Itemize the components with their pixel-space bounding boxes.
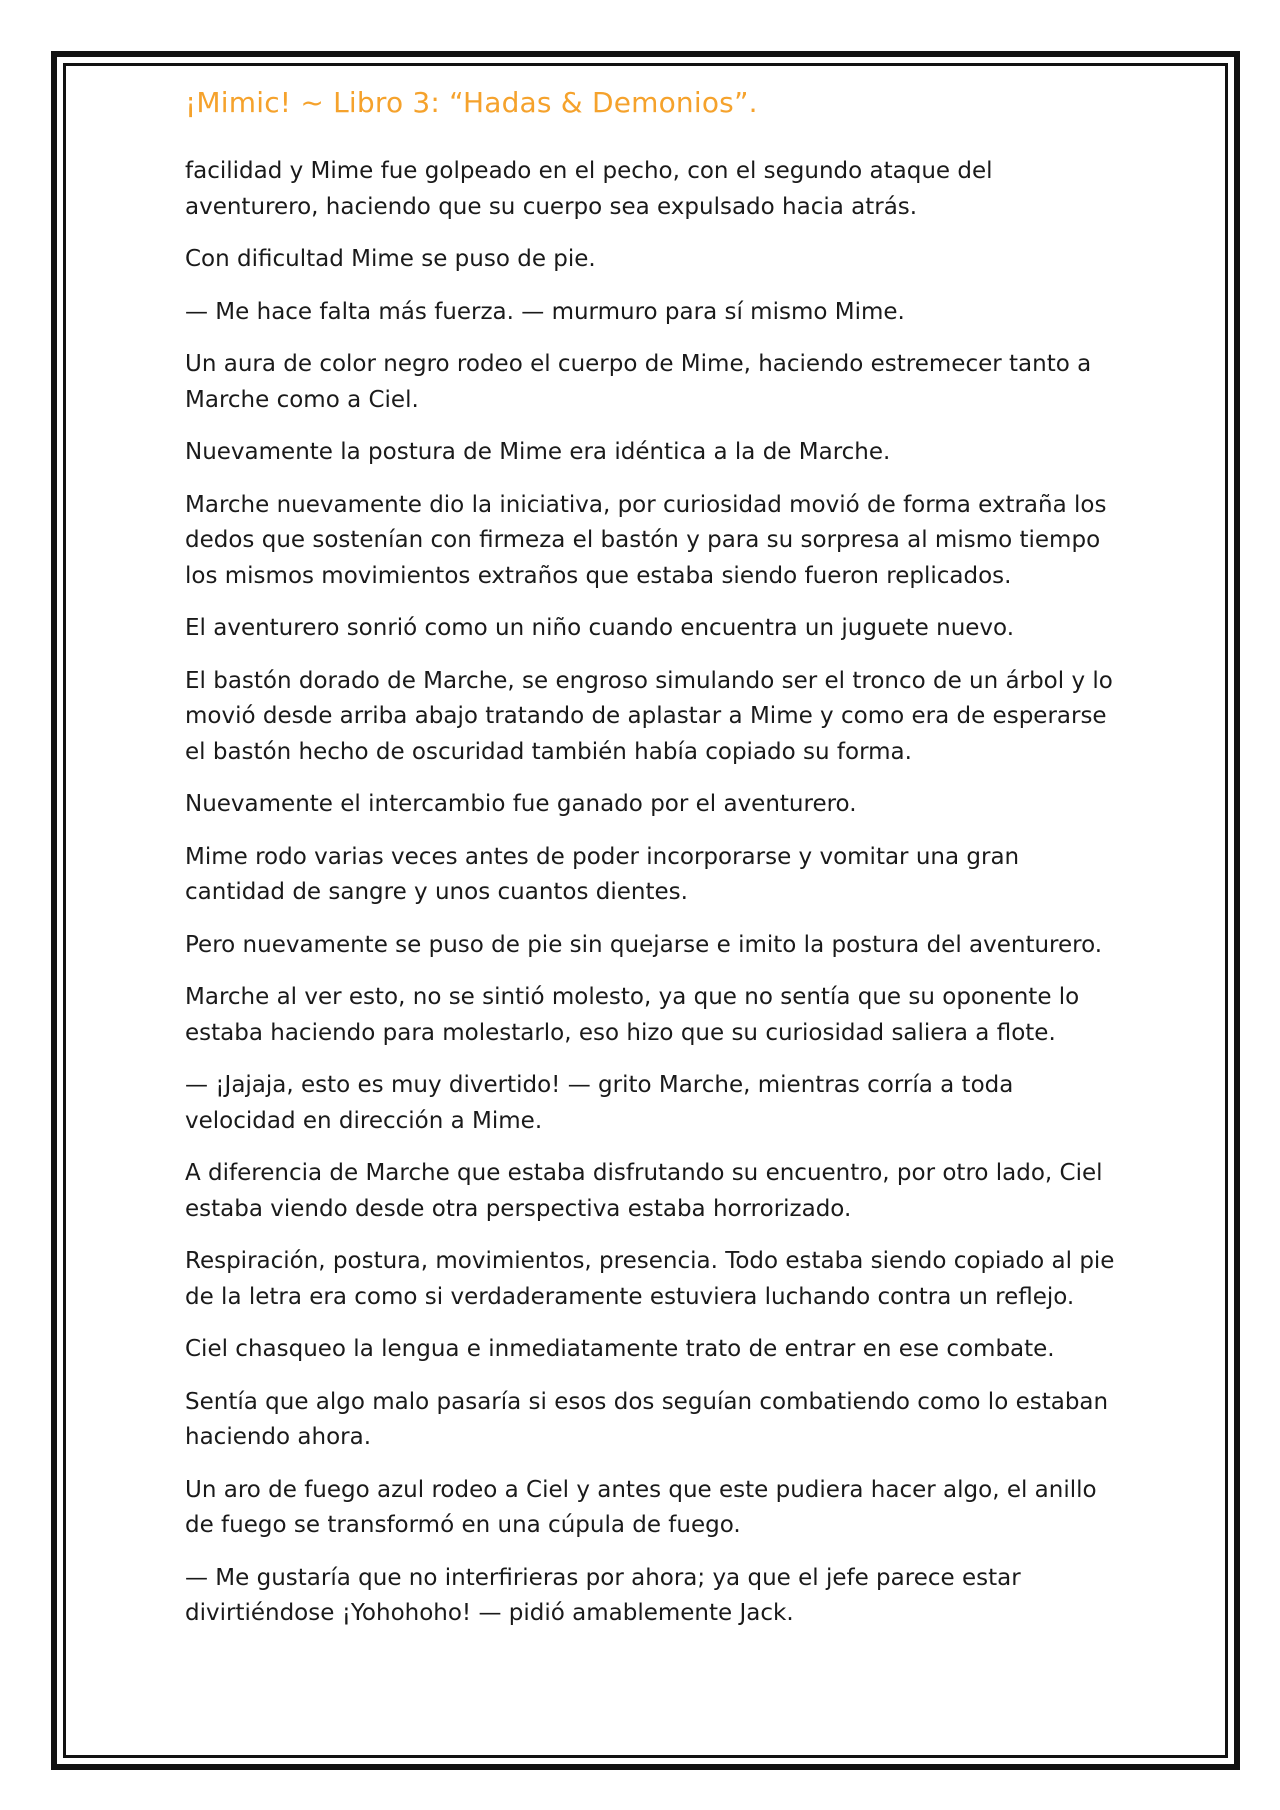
paragraph: — ¡Jajaja, esto es muy divertido! — grito Marche, mientras corría a toda velocidad en dirección a Mime. [185,1072,1014,1134]
paragraph: Ciel chasqueo la lengua e inmediatamente trato de entrar en ese combate. [185,1336,1055,1362]
paragraph: Un aro de fuego azul rodeo a Ciel y antes que este pudiera hacer algo, el anillo de fuego se transformó en una cúpula de fuego. [185,1476,1097,1538]
paragraph: — Me gustaría que no interfirieras por ahora; ya que el jefe parece estar divirtiéndose ¡Yohohoho! — pidió amablemente Jack. [185,1564,1021,1626]
paragraph: Mime rodo varias veces antes de poder incorporarse y vomitar una gran cantidad de sangre y unos cuantos dientes. [185,843,1020,905]
paragraph: A diferencia de Marche que estaba disfrutando su encuentro, por otro lado, Ciel estaba viendo desde otra perspectiva estaba horrorizado. [185,1160,1103,1222]
paragraph: El bastón dorado de Marche, se engroso simulando ser el tronco de un árbol y lo movió desde arriba abajo tratando de aplastar a Mime y como era de esperarse el bastón hecho de oscuridad también había copiado su forma. [185,667,1113,765]
paragraph: Marche al ver esto, no se sintió molesto, ya que no sentía que su oponente lo estaba haciendo para molestarlo, eso hizo que su curiosidad saliera a flote. [185,984,1080,1046]
paragraph: Pero nuevamente se puso de pie sin quejarse e imito la postura del aventurero. [185,931,1103,958]
paragraph: Nuevamente la postura de Mime era idéntica a la de Marche. [185,439,891,465]
running-header-title: ¡Mimic! ~ Libro 3: “Hadas & Demonios”. [185,86,758,119]
paragraph: facilidad y Mime fue golpeado en el pecho, con el segundo ataque del aventurero, haciendo que su cuerpo sea expulsado hacia atrás. [185,158,993,220]
paragraph: Sentía que algo malo pasaría si esos dos seguían combatiendo como lo estaban haciendo ahora. [185,1388,1109,1450]
paragraph: Marche nuevamente dio la iniciativa, por curiosidad movió de forma extraña los dedos que sostenían con firmeza el bastón y para su sorpresa al mismo tiempo los mismos movimientos extraños que estaba siendo fueron replicados. [185,491,1107,589]
paragraph: Con dificultad Mime se puso de pie. [185,246,596,272]
paragraph: El aventurero sonrió como un niño cuando encuentra un juguete nuevo. [185,615,1015,641]
page-border-outer [51,51,1240,1770]
paragraph: — Me hace falta más fuerza. — murmuro para sí mismo Mime. [185,298,905,325]
body-text [185,154,1125,1649]
page-border-inner [63,63,1228,1758]
paragraph: Respiración, postura, movimientos, presencia. Todo estaba siendo copiado al pie de la letra era como si verdaderamente estuviera luchando contra un reflejo. [185,1248,1115,1310]
paragraph: Un aura de color negro rodeo el cuerpo de Mime, haciendo estremecer tanto a Marche como a Ciel. [185,351,1092,413]
paragraph: Nuevamente el intercambio fue ganado por el aventurero. [185,791,857,817]
